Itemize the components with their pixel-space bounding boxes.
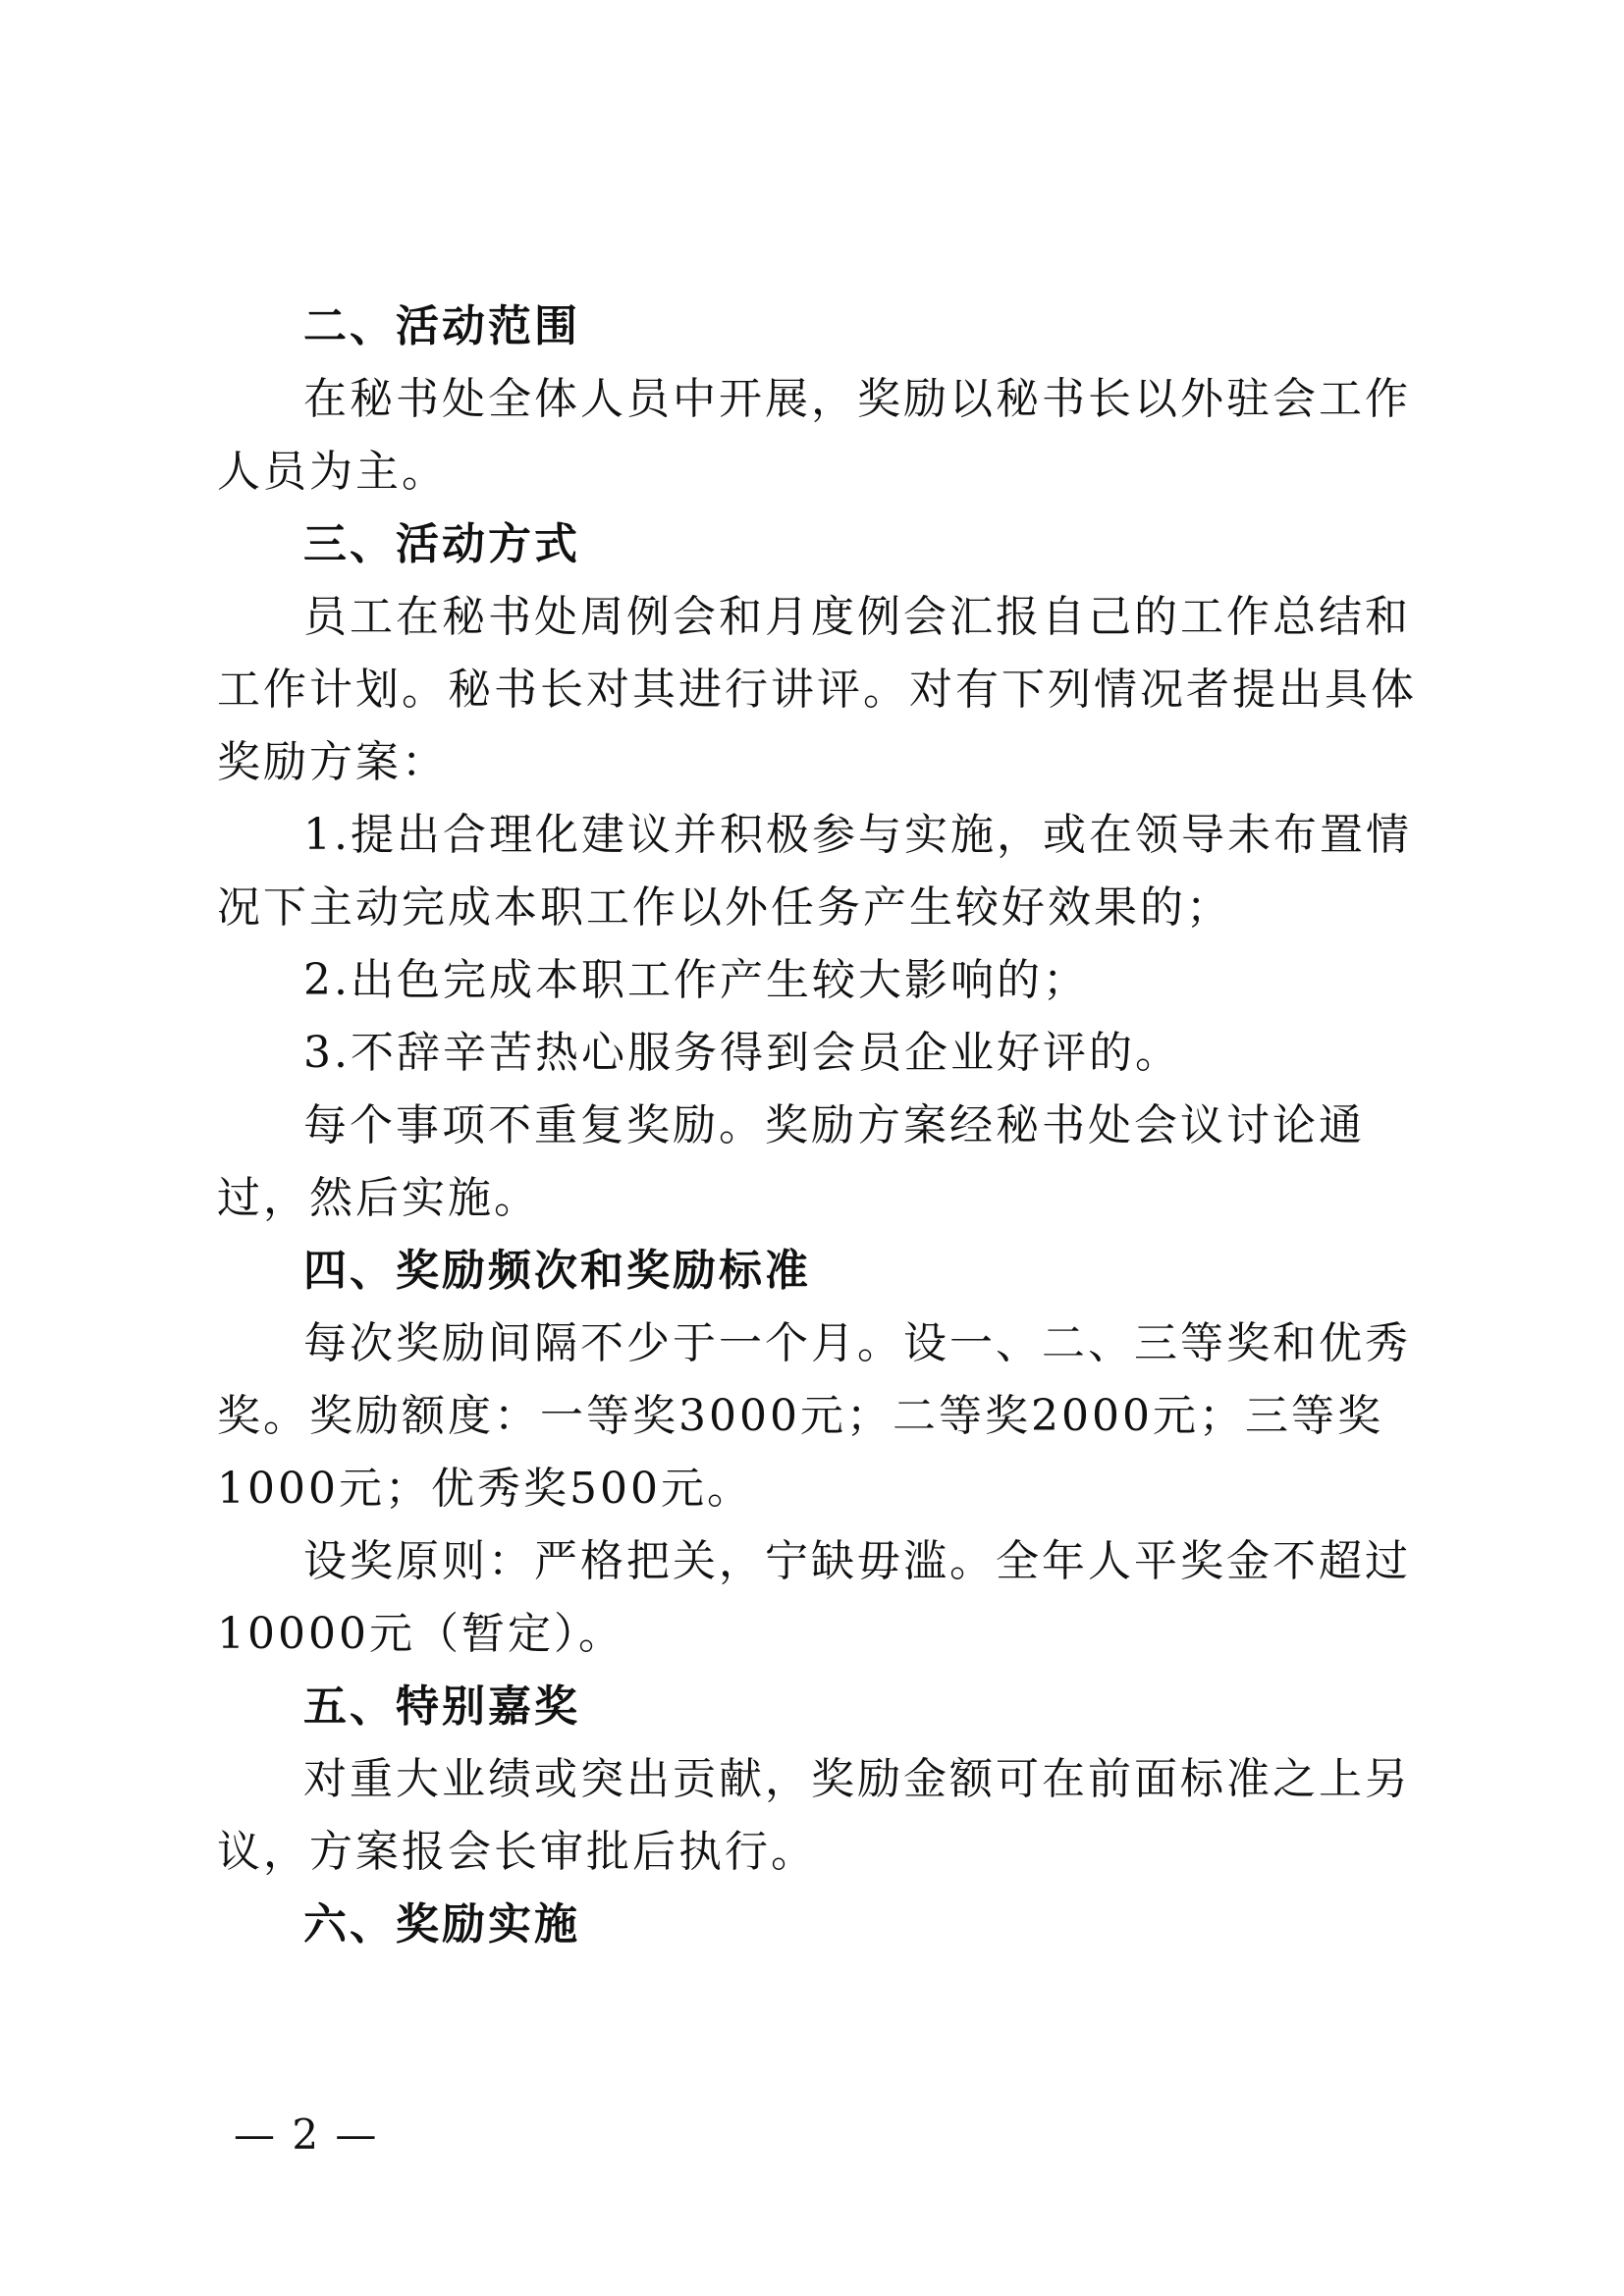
- list-item-3: 3.不辞辛苦热心服务得到会员企业好评的。: [303, 1028, 1181, 1078]
- section-body-special: 对重大业绩或突出贡献，奖励金额可在前面标准之上另议，方案报会长审批后执行。: [217, 1754, 1411, 1877]
- section-body-method: 员工在秘书处周例会和月度例会汇报自己的工作总结和工作计划。秘书长对其进行讲评。对有下列情况者提出具体奖励方案：: [217, 592, 1417, 787]
- list-item-1: 1.提出合理化建议并积极参与实施，或在领导未布置情况下主动完成本职工作以外任务产生较好效果的；: [217, 810, 1412, 933]
- section-heading-method: 三、活动方式: [303, 519, 580, 569]
- award-principle: 设奖原则：严格把关，宁缺毋滥。全年人平奖金不超过10000元（暂定）。: [217, 1536, 1411, 1659]
- section-heading-standard: 四、奖励频次和奖励标准: [303, 1246, 811, 1296]
- section-body-standard: 每次奖励间隔不少于一个月。设一、二、三等奖和优秀奖。奖励额度：一等奖3000元；二等奖2000元；三等奖1000元；优秀奖500元。: [217, 1318, 1411, 1514]
- page-number: — 2 —: [234, 2110, 379, 2159]
- section-body-scope: 在秘书处全体人员中开展，奖励以秘书长以外驻会工作人员为主。: [217, 374, 1411, 497]
- section-heading-scope: 二、活动范围: [303, 301, 580, 351]
- section-heading-special: 五、特别嘉奖: [303, 1682, 580, 1732]
- section-heading-implement: 六、奖励实施: [303, 1899, 580, 1949]
- list-item-2: 2.出色完成本职工作产生较大影响的；: [303, 955, 1089, 1005]
- method-note: 每个事项不重复奖励。奖励方案经秘书处会议讨论通过，然后实施。: [217, 1100, 1365, 1223]
